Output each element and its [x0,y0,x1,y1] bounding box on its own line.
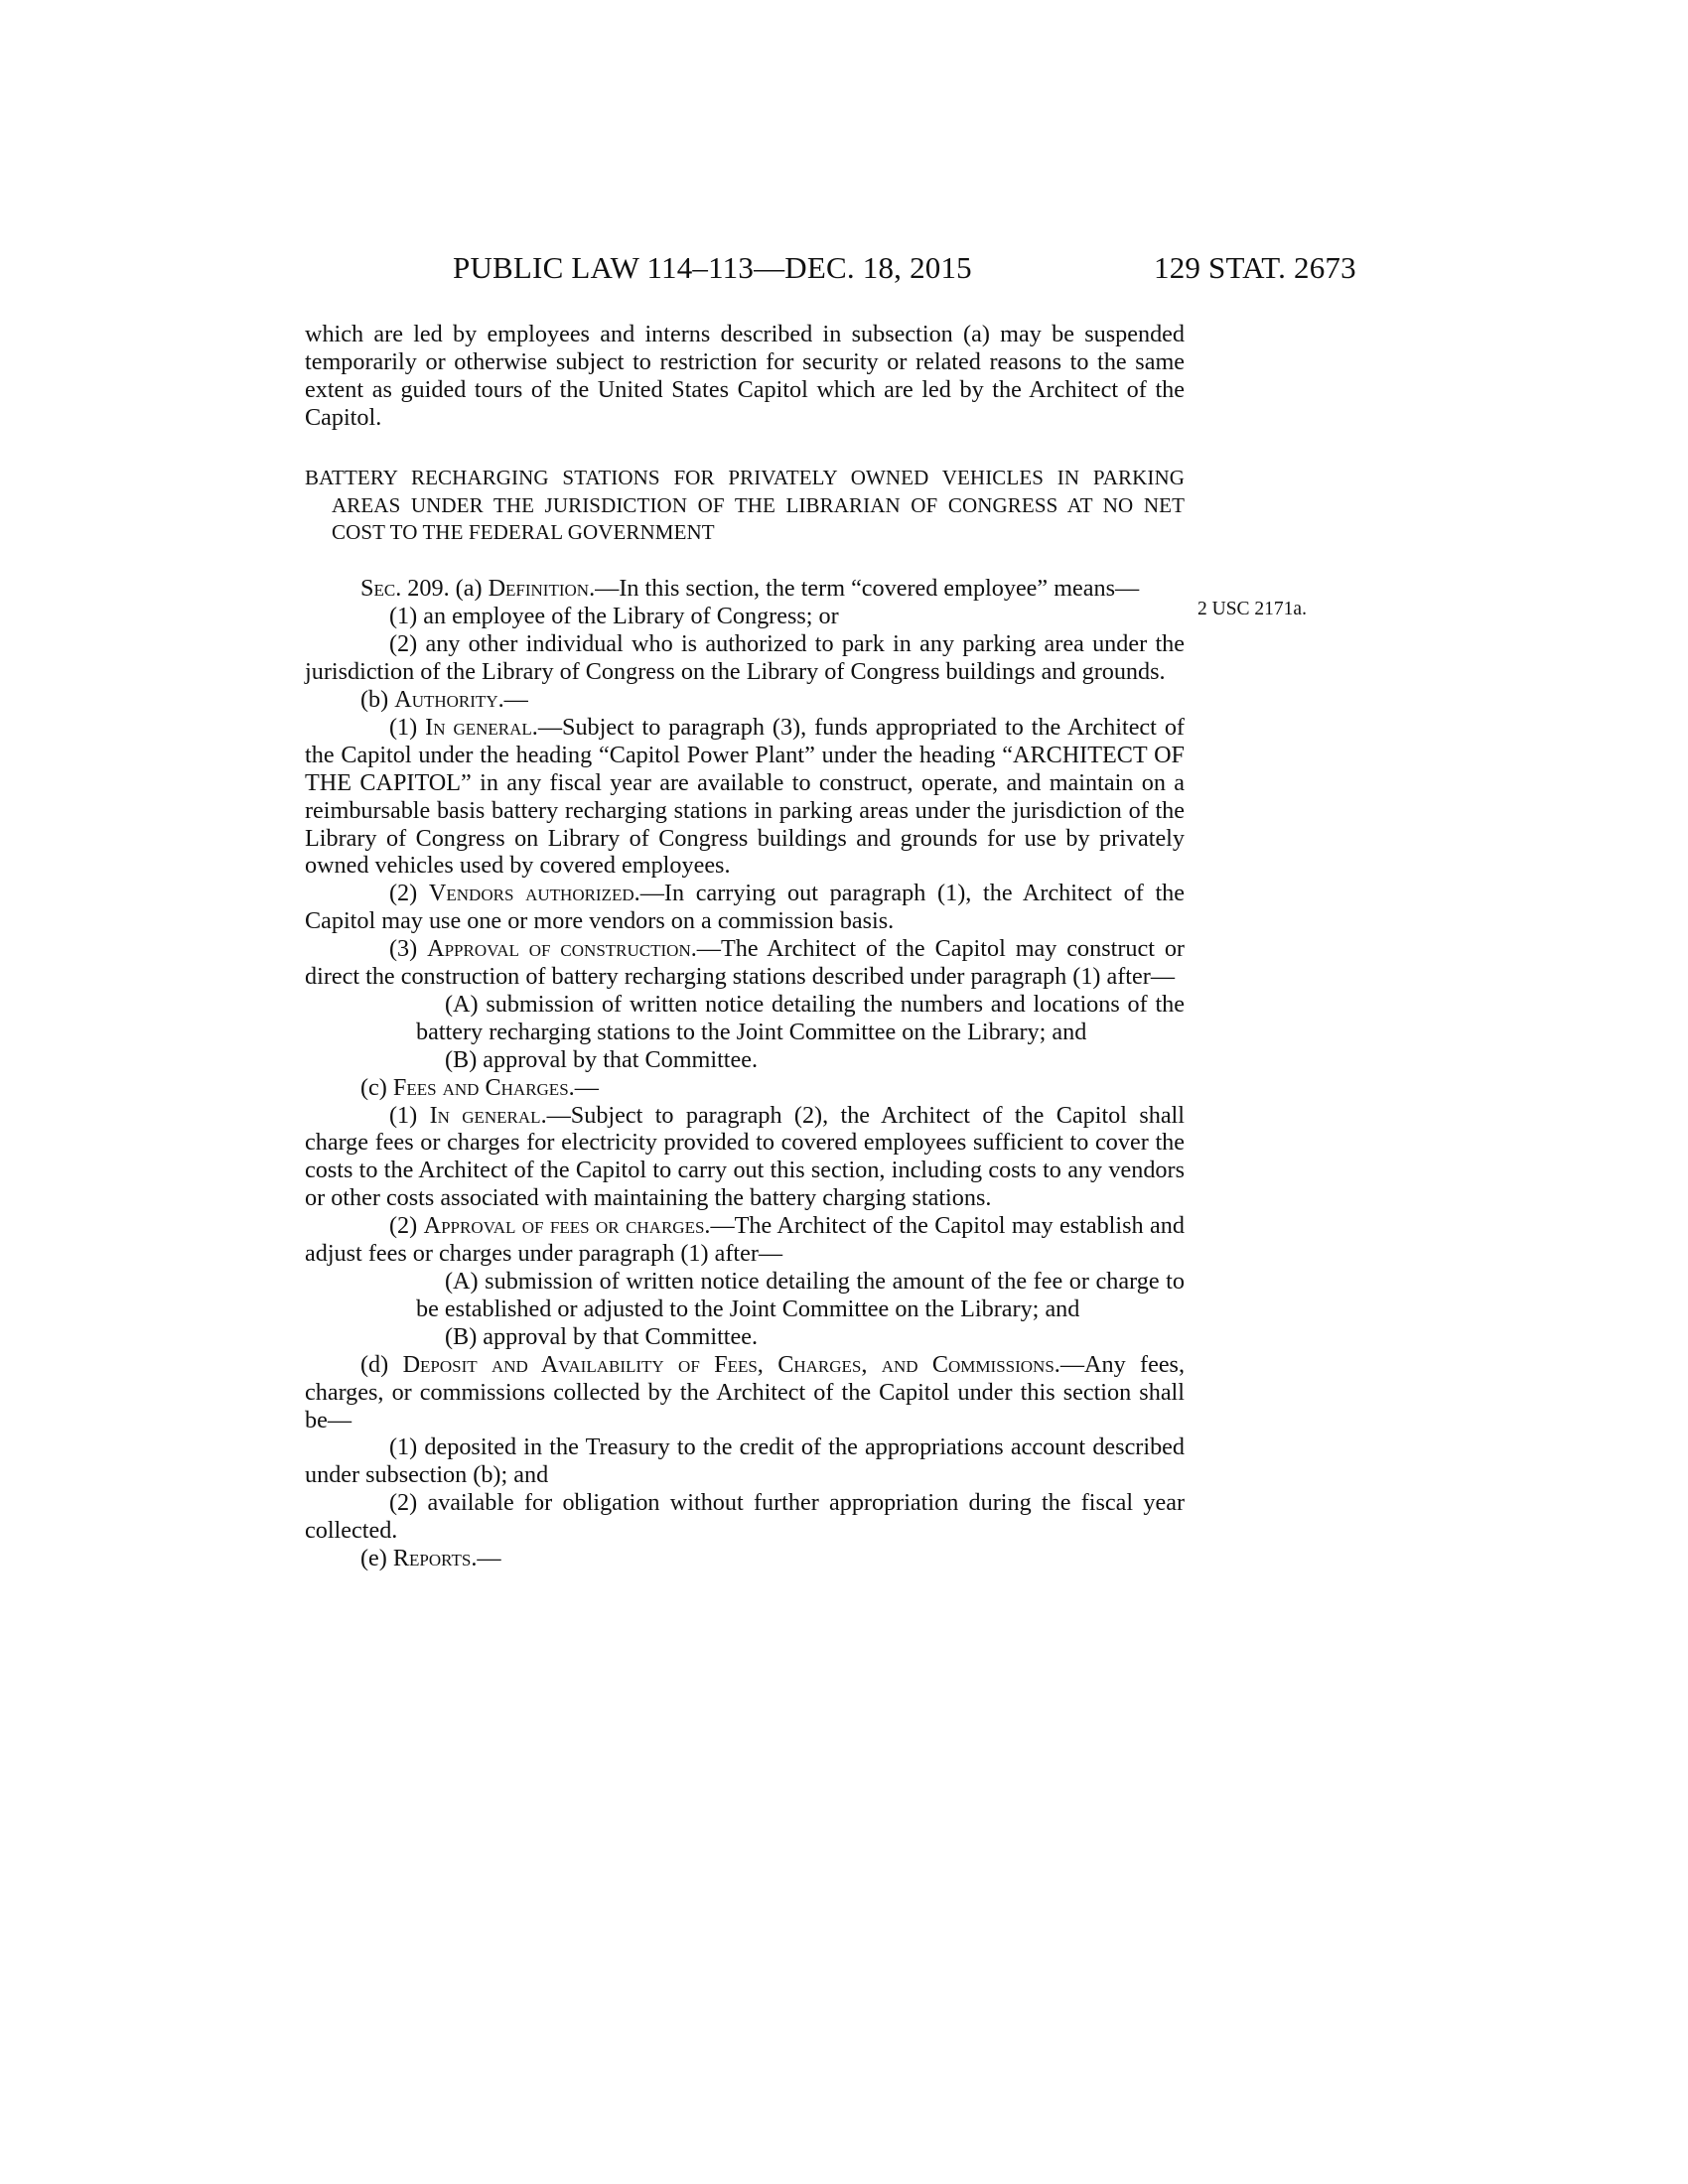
paragraph-d2: (2) available for obligation without further appropriation during the fiscal year collected. [305,1489,1185,1545]
paragraph-a2: (2) any other individual who is authorized to park in any parking area under the jurisdiction of the Library of Congress on the Library of Congress buildings and grounds. [305,630,1185,686]
subparagraph-b3B: (B) approval by that Committee. [445,1045,759,1073]
sec-number: . 209. (a) [395,575,489,603]
prefix: (2) [389,880,429,907]
paragraph-text: .—The Architect of the Capitol may establish and adjust fees or charges under paragraph (1) after— [305,1212,1185,1268]
document-body [305,321,1185,1572]
prefix: (e) [360,1545,393,1572]
paragraph-text: .—The Architect of the Capitol may construct or direct the construction of battery recharging stations described under paragraph (1) after— [305,935,1185,991]
intro-paragraph: which are led by employees and interns described in subsection (a) may be suspended temporarily or otherwise subject to restriction for security or related reasons to the same extent as guided tours of the United States Capitol which are led by the Architect of the Capitol. [305,321,1185,431]
subsection-heading: Deposit and Availability of Fees, Charges, and Commissions [402,1350,1055,1378]
subsection-text: .—Any fees, charges, or commissions collected by the Architect of the Capitol under this section shall be— [305,1350,1186,1433]
paragraph-d1: (1) deposited in the Treasury to the credit of the appropriations account described under subsection (b); and [305,1433,1185,1489]
running-head: PUBLIC LAW 114–113—DEC. 18, 2015 [453,250,972,285]
subsection-a [305,575,1185,603]
paragraph-text: .—Subject to paragraph (2), the Architect of the Capitol shall charge fees or charges for electricity provided to covered employees sufficient to cover the costs to the Architect of the Capitol to carry out this section, including costs to any vendors or other costs associated with maintaining the battery charging stations. [305,1101,1186,1212]
paragraph-heading: Approval of fees or charges [423,1212,705,1240]
subsection-heading: Authority [394,685,498,713]
paragraph-b1 [305,714,1185,880]
subsection-heading: Definition [488,575,590,603]
subsection-e [305,1545,1185,1572]
section-heading-text: BATTERY RECHARGING STATIONS FOR PRIVATELY OWNED VEHICLES IN PARKING AREAS UNDER THE JURISDICTION OF THE LIBRARIAN OF CONGRESS AT NO NET COST TO THE FEDERAL GOVERNMENT [305,465,1185,545]
paragraph-c2 [305,1212,1185,1268]
paragraph-b3 [305,935,1185,991]
sec-label: Sec [360,575,396,603]
subsection-heading: Reports [392,1545,472,1572]
subparagraph-text: (A) submission of written notice detailing the numbers and locations of the battery recharging stations to the Joint Committee on the Library; and [416,990,1185,1045]
subsection-d [305,1351,1185,1434]
paragraph-heading: In general [429,1101,541,1129]
suffix: .— [568,1073,599,1101]
subsection-c [305,1074,1185,1102]
page-header [0,250,1688,290]
prefix: (2) [389,1212,424,1240]
subparagraph-b3A [305,991,1185,1046]
subparagraph-c2A: (A) submission of written notice detailing the amount of the fee or charge to be established or adjusted to the Joint Committee on the Library; and [416,1268,1185,1322]
section-heading [305,465,1185,548]
prefix: (1) [389,713,426,741]
suffix: .— [471,1545,501,1572]
paragraph-heading: In general [425,713,532,741]
subparagraph-c2B: (B) approval by that Committee. [445,1322,759,1350]
subsection-text: .—In this section, the term “covered employee” means— [589,575,1140,603]
paragraph-c1 [305,1102,1185,1213]
usc-margin-note: 2 USC 2171a. [1197,599,1307,619]
paragraph-heading: Approval of construction [427,935,691,963]
paragraph-b2 [305,880,1185,935]
paragraph-a1: (1) an employee of the Library of Congress; or [389,603,839,630]
paragraph-heading: Vendors authorized [428,880,634,907]
prefix: (1) [389,1101,430,1129]
prefix: (b) [360,685,395,713]
prefix: (c) [360,1073,393,1101]
paragraph-text: .—Subject to paragraph (3), funds appropriated to the Architect of the Capitol under the heading “Capitol Power Plant” under the heading “ARCHITECT OF THE CAPITOL” in any fiscal year are available to construct, operate, and maintain on a reimbursable basis battery recharging stations in parking areas under the jurisdiction of the Library of Congress on Library of Congress buildings and grounds for use by privately owned vehicles used by covered employees. [305,713,1185,880]
statute-page-number: 129 STAT. 2673 [1154,250,1356,285]
prefix: (3) [389,935,428,963]
suffix: .— [497,685,528,713]
paragraph-text: .—In carrying out paragraph (1), the Architect of the Capitol may use one or more vendors on a commission basis. [305,880,1186,935]
prefix: (d) [360,1350,403,1378]
subsection-b [305,686,1185,714]
subsection-heading: Fees and Charges [392,1073,569,1101]
